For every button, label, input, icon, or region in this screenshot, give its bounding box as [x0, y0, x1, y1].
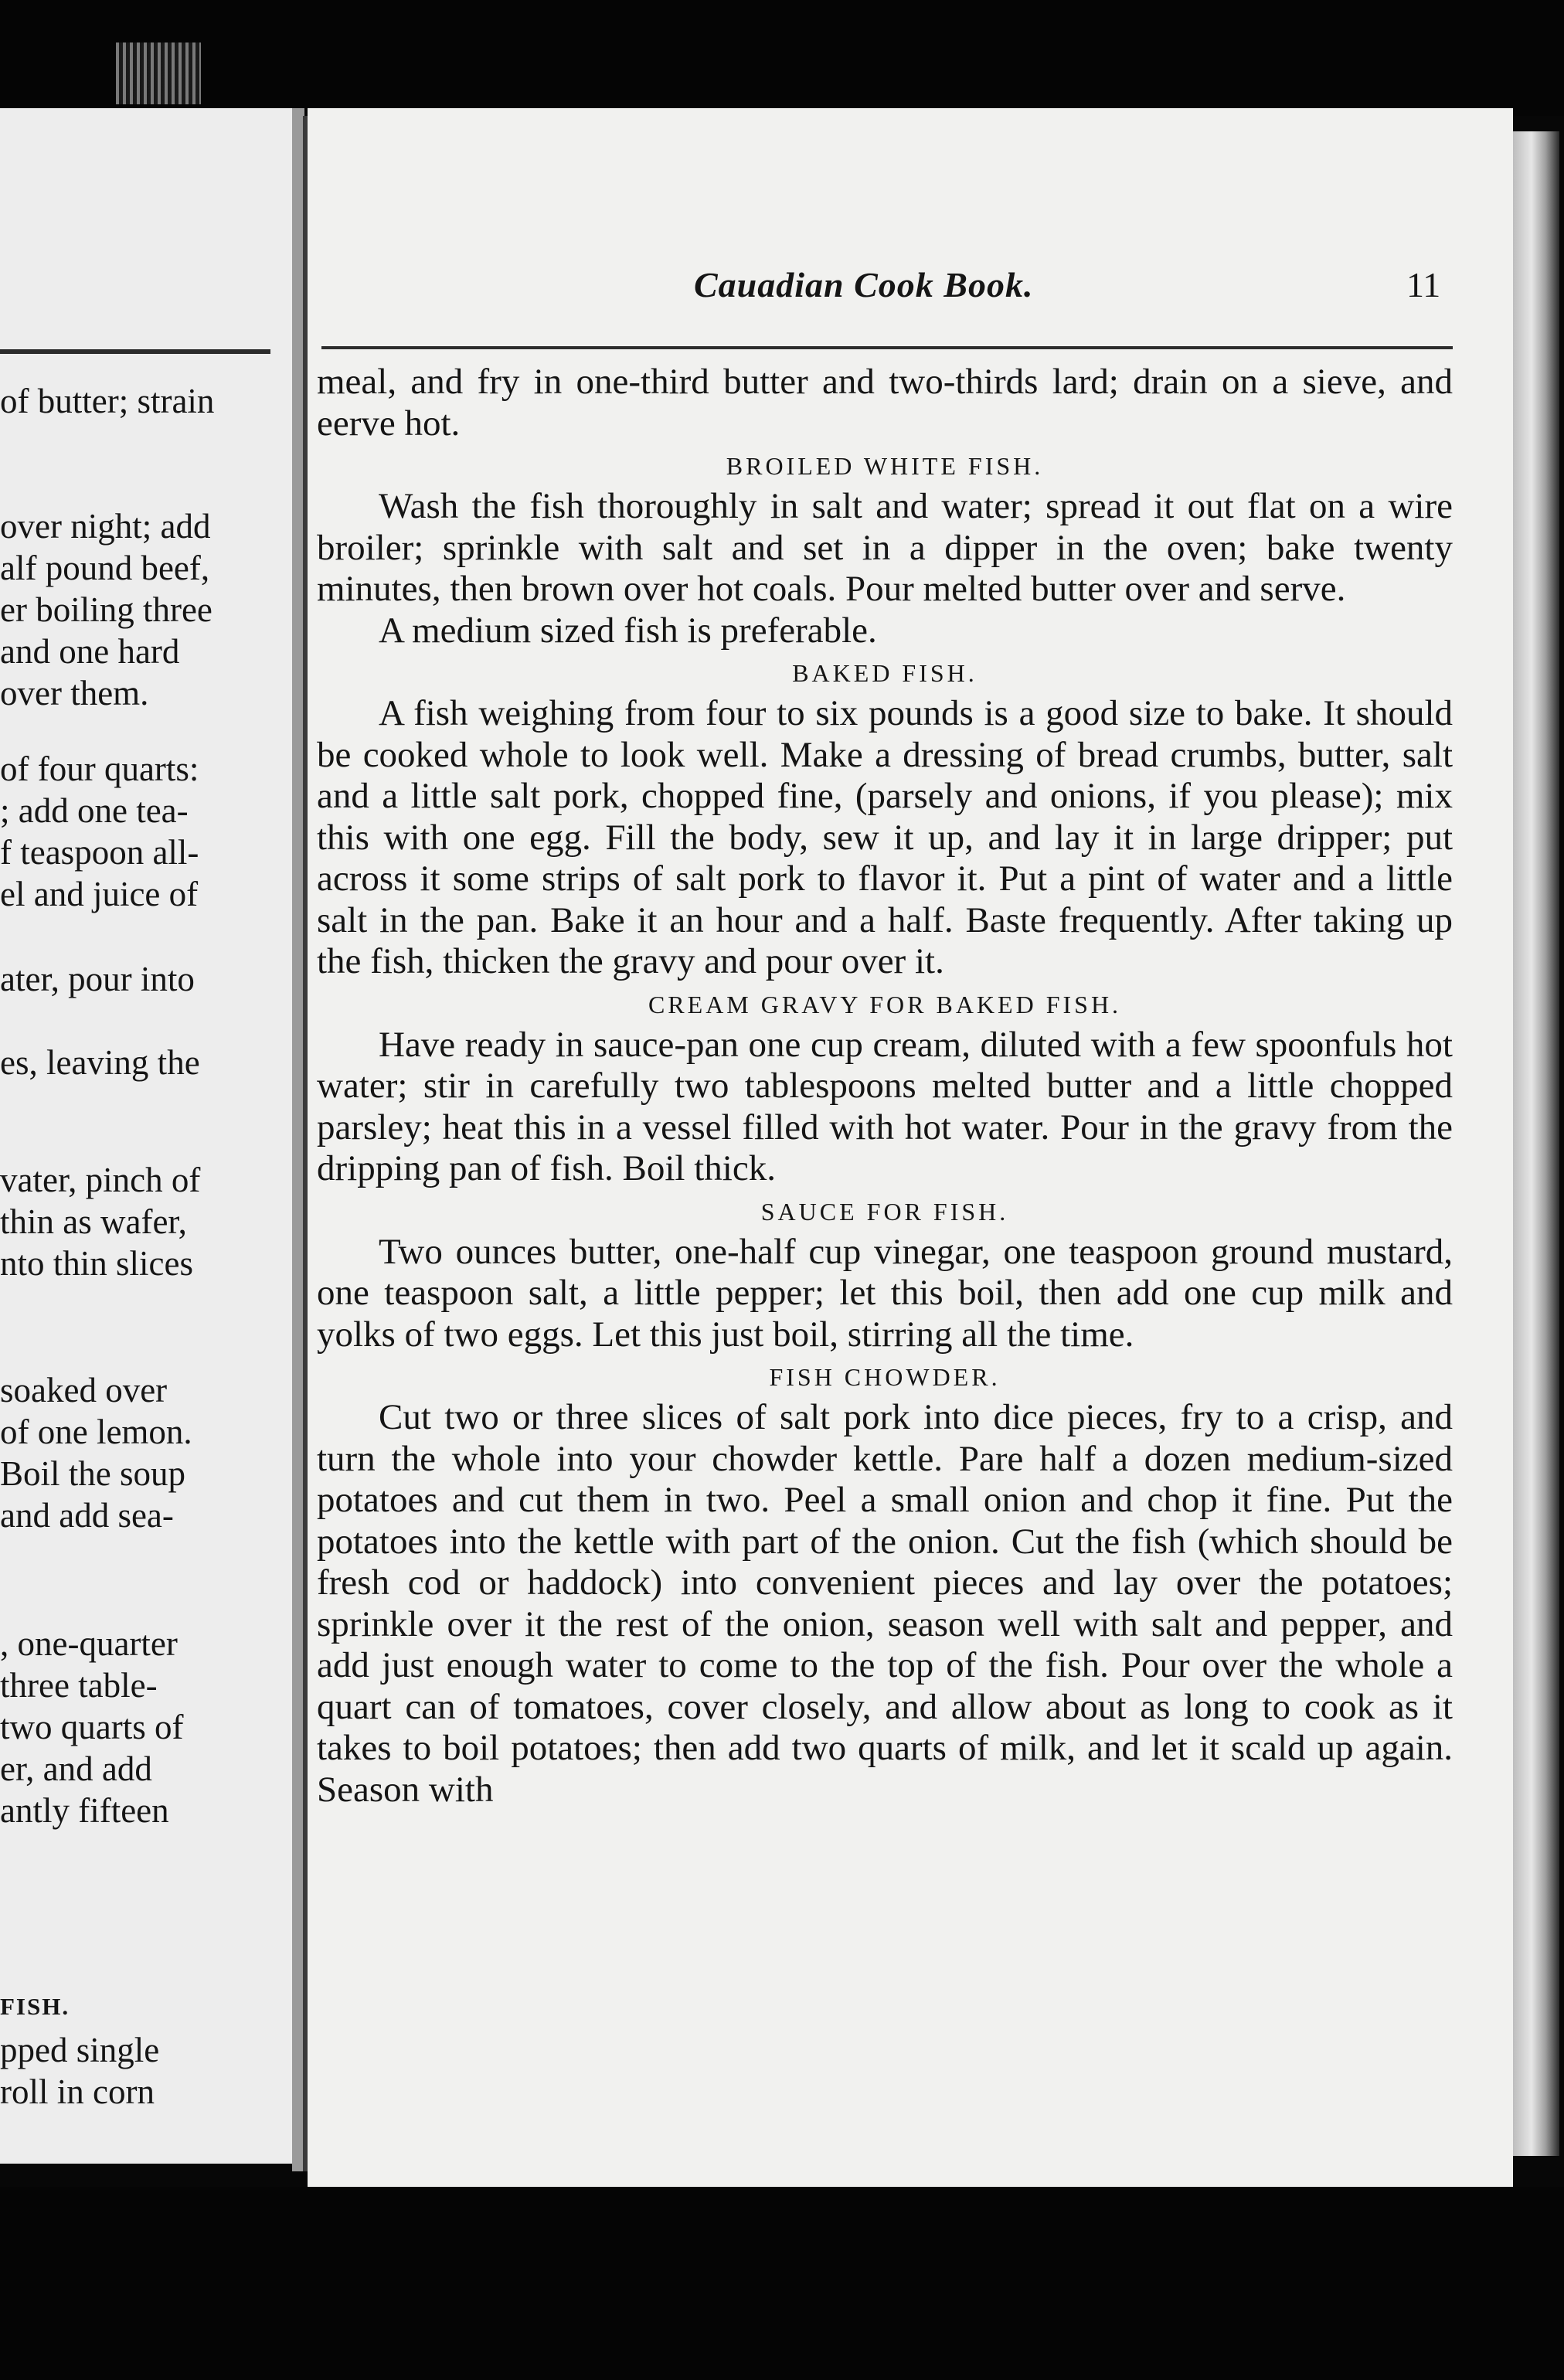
paragraph: Wash the fish thoroughly in salt and water; spread it out flat on a wire broiler; sprinkle with salt and set in a dipper in the oven; bake twenty minutes, then brown over hot coals. Pour melted butter over and serve. — [317, 486, 1453, 609]
left-line: of butter; strain — [0, 382, 215, 420]
left-line: alf pound beef, — [0, 549, 210, 587]
left-page-fragment — [0, 108, 294, 2164]
left-line: over night; add — [0, 507, 211, 546]
left-line: Boil the soup — [0, 1454, 186, 1493]
left-line: pped single — [0, 2031, 160, 2069]
recipe-text — [317, 362, 1453, 1810]
left-line: over them. — [0, 674, 149, 712]
running-head — [308, 264, 1513, 314]
left-line: vater, pinch of — [0, 1161, 201, 1199]
heading-cream-gravy: CREAM GRAVY FOR BAKED FISH. — [648, 990, 1122, 1018]
left-line: and add sea- — [0, 1496, 174, 1535]
paragraph: Two ounces butter, one-half cup vinegar, one teaspoon ground mustard, one teaspoon salt, a little pepper; let this boil, then add one cup milk and yolks of two eggs. Let this just boil, stirring all the time. — [317, 1231, 1453, 1355]
left-heading: FISH. — [0, 1993, 70, 2020]
left-page-rule — [0, 349, 270, 354]
book-title: Cauadian Cook Book. — [694, 265, 1034, 304]
paragraph: Cut two or three slices of salt pork into dice pieces, fry to a crisp, and turn the whole into your chowder kettle. Pare half a dozen medium-sized potatoes and cut them in two. Peel a small onion and chop it fine. Put the potatoes into the kettle with part of the onion. Cut the fish (which should be fresh cod or haddock) into convenient pieces and lay over the potatoes; sprinkle over it the rest of the onion, season well with salt and pepper, and add just enough water to come to the top of the fish. Pour over the whole a quart can of tomatoes, cover closely, and allow about as long to cook as it takes to boil potatoes; then add two quarts of milk, and let it scald up again. Season with — [317, 1397, 1453, 1810]
left-line: el and juice of — [0, 875, 199, 913]
book-spine-texture — [116, 42, 201, 104]
left-line: , one-quarter — [0, 1624, 178, 1663]
left-line: ; add one tea- — [0, 791, 189, 830]
continuation-paragraph: meal, and fry in one-third butter and two-thirds lard; drain on a sieve, and eerve hot. — [317, 362, 1453, 444]
left-line: ater, pour into — [0, 960, 195, 998]
left-line: two quarts of — [0, 1708, 184, 1746]
page-edge — [1513, 131, 1559, 2156]
left-line: f teaspoon all- — [0, 833, 199, 872]
left-line: of one lemon. — [0, 1413, 192, 1451]
left-line: er, and add — [0, 1749, 152, 1788]
left-line: and one hard — [0, 632, 180, 671]
header-rule — [321, 346, 1453, 349]
book-page — [308, 108, 1513, 2187]
heading-fish-chowder: FISH CHOWDER. — [769, 1363, 1001, 1391]
left-line: antly fifteen — [0, 1791, 169, 1830]
paragraph: A fish weighing from four to six pounds is a good size to bake. It should be cooked whole to look well. Make a dressing of bread crumbs, butter, salt and a little salt pork, chopped fine, (parsely and onions, if you please); mix this with one egg. Fill the body, sew it up, and lay it in large dripper; put across it some strips of salt pork to flavor it. Put a pint of water and a little salt in the pan. Bake it an hour and a half. Baste frequently. After taking up the fish, thicken the gravy and pour over it. — [317, 693, 1453, 981]
left-line: nto thin slices — [0, 1244, 193, 1283]
page-number: 11 — [1406, 265, 1441, 304]
left-line: soaked over — [0, 1371, 168, 1409]
paragraph: Have ready in sauce-pan one cup cream, diluted with a few spoonfuls hot water; stir in carefully two tablespoons melted butter and a little chopped parsley; heat this in a vessel filled with hot water. Pour in the gravy from the dripping pan of fish. Boil thick. — [317, 1024, 1453, 1188]
scan-background-top — [0, 0, 1564, 116]
left-line: three table- — [0, 1666, 158, 1705]
scan-background-bottom — [0, 2187, 1564, 2380]
left-line: thin as wafer, — [0, 1202, 187, 1241]
heading-broiled-white-fish: BROILED WHITE FISH. — [726, 452, 1044, 480]
paragraph: A medium sized fish is preferable. — [379, 610, 877, 651]
left-line: of four quarts: — [0, 750, 199, 788]
left-line: er boiling three — [0, 590, 212, 629]
heading-sauce-for-fish: SAUCE FOR FISH. — [760, 1197, 1009, 1226]
left-line: es, leaving the — [0, 1043, 200, 1082]
left-line: roll in corn — [0, 2072, 155, 2111]
heading-baked-fish: BAKED FISH. — [792, 659, 978, 687]
